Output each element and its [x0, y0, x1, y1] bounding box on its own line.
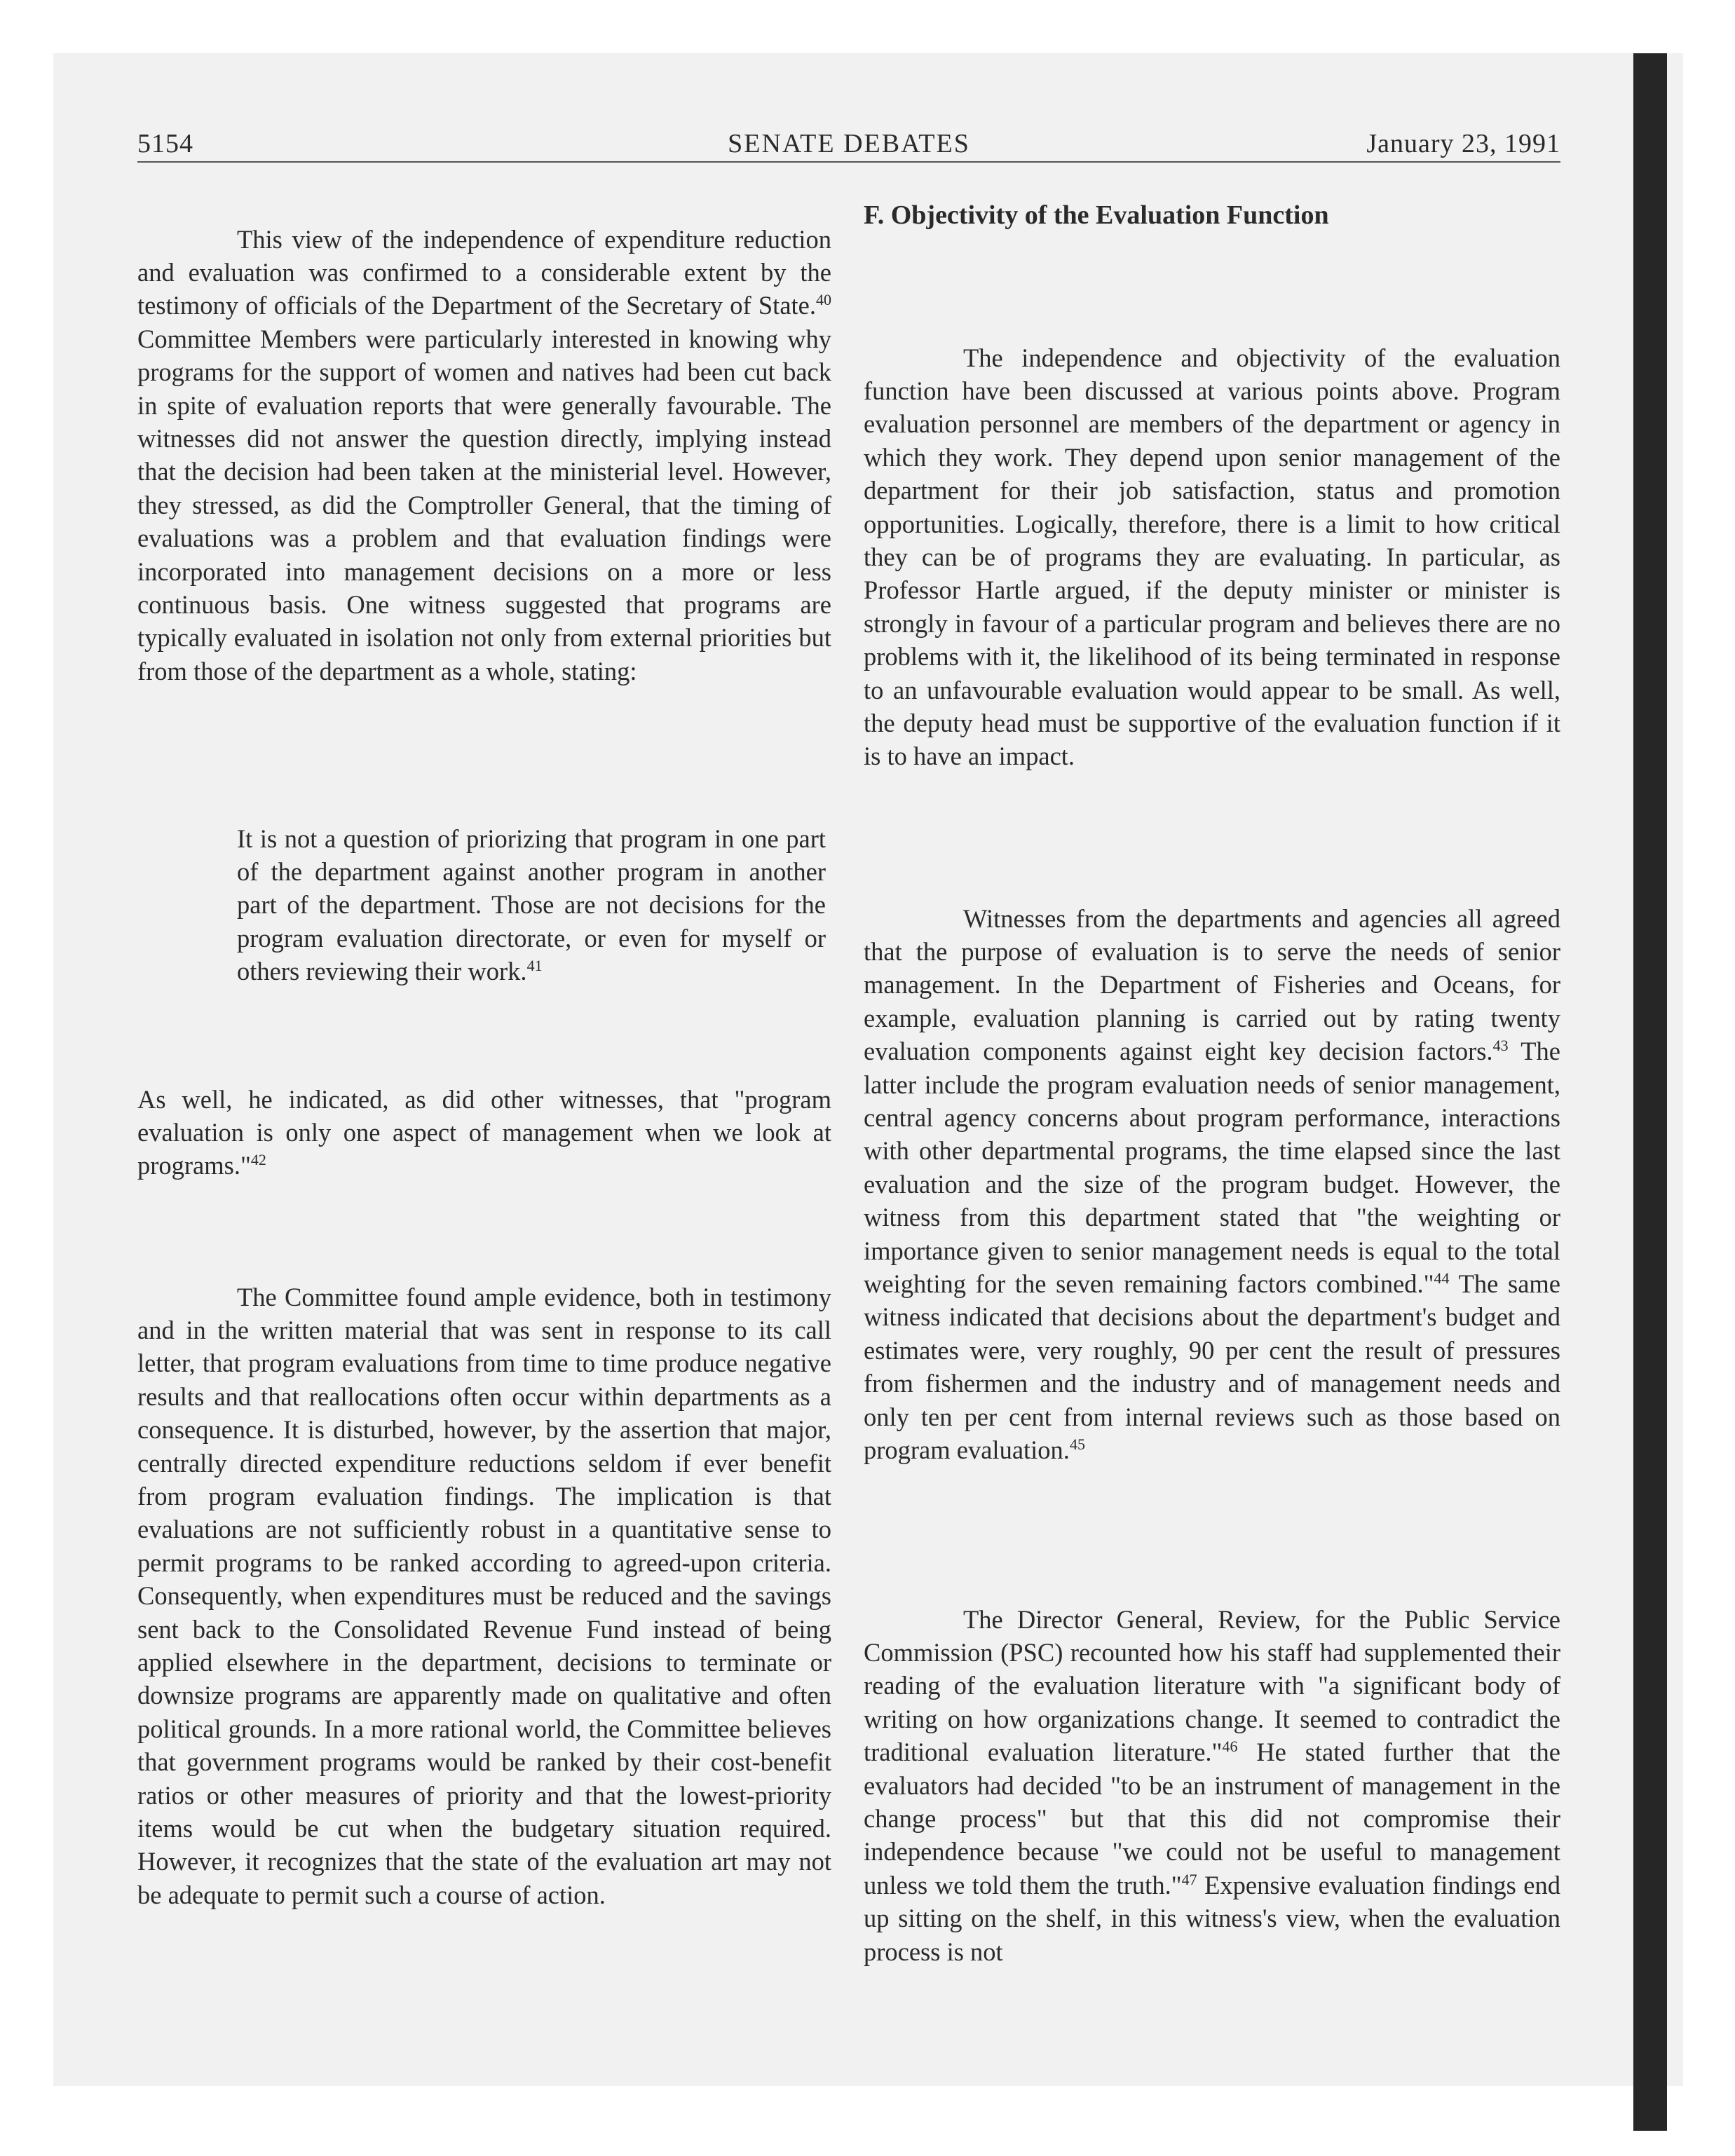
right-paragraph-3-end: Expensive evaluation findings end up sitting on the shelf, in this witness's view, when the evaluation process is not — [864, 1870, 1560, 1966]
footnote-ref-47: 47 — [1181, 1870, 1197, 1888]
right-paragraph-1 — [864, 315, 1560, 798]
footnote-ref-46: 46 — [1222, 1737, 1238, 1755]
right-paragraph-1-text: The independence and objectivity of the evaluation function have been discussed at various points above. Program evaluation personnel are members of the department or agency in which they work. They depend upon senior management of the department for their job satisfaction, status and promotion opportunities. Logically, therefore, there is a limit to how critical they can be of programs they are evaluating. In particular, as Professor Hartle argued, if the deputy minister or minister is strongly in favour of a particular program and believes there are no problems with it, the likelihood of its being terminated in response to an unfavourable evaluation would appear to be small. As well, the deputy head must be supportive of the evaluation function if it is to have an impact. — [864, 343, 1560, 771]
page-number: 5154 — [137, 129, 193, 158]
header-rule — [137, 161, 1560, 163]
left-paragraph-1-cont: Committee Members were particularly interested in knowing why programs for the support of women and natives had been cut back in spite of evaluation reports that were generally favourable. The witnesses did not answer the question directly, implying instead that the decision had been taken at the ministerial level. However, they stressed, as did the Comptroller General, that the timing of evaluations was a problem and that evaluation findings were incorporated into management decisions on a more or less continuous basis. One witness suggested that programs are typically evaluated in isolation not only from external priorities but from those of the department as a whole, stating: — [137, 324, 831, 685]
left-paragraph-1 — [137, 197, 831, 714]
scan-edge-bar — [1633, 53, 1667, 2131]
left-paragraph-2 — [137, 1057, 831, 1208]
left-paragraph-3 — [137, 1255, 831, 1937]
footnote-ref-45: 45 — [1069, 1435, 1085, 1453]
right-paragraph-2-text: Witnesses from the departments and agencies all agreed that the purpose of evaluation is to serve the needs of senior management. In the Department of Fisheries and Oceans, for example, evaluation planning is carried out by rating twenty evaluation components against eight key decision factors. — [864, 903, 1560, 1066]
right-paragraph-2 — [864, 876, 1560, 1492]
footnote-ref-43: 43 — [1492, 1036, 1509, 1054]
right-paragraph-3-cont: He stated further that the evaluators had decided "to be an instrument of management in the change process" but that this did not compromise their independence because "we could not be useful to management unless we told them the truth." — [864, 1738, 1560, 1899]
left-paragraph-1-text: This view of the independence of expenditure reduction and evaluation was confirmed to a considerable extent by the testimony of officials of the Department of the Secretary of State. — [137, 224, 831, 320]
right-paragraph-2-end: The same witness indicated that decisions about the department's budget and estimates were, very roughly, 90 per cent the result of pressures from fishermen and the industry and of management needs and only ten per cent from internal reviews such as those based on program evaluation. — [864, 1269, 1560, 1464]
right-paragraph-2-cont: The latter include the program evaluation needs of senior management, central agency concerns about program performance, interactions with other departmental programs, the time elapsed since the last evaluation and the size of the program budget. However, the witness from this department stated that "the weighting or importance given to senior management needs is equal to the total weighting for the seven remaining factors combined." — [864, 1037, 1560, 1298]
footnote-ref-44: 44 — [1434, 1269, 1450, 1287]
left-paragraph-2-text: As well, he indicated, as did other witnesses, that "program evaluation is only one aspect of management when we look at programs." — [137, 1084, 831, 1180]
publication-date: January 23, 1991 — [1366, 129, 1560, 158]
section-heading: F. Objectivity of the Evaluation Function — [864, 200, 1329, 230]
publication-title: SENATE DEBATES — [728, 129, 970, 158]
right-paragraph-3-text: The Director General, Review, for the Public Service Commission (PSC) recounted how his staff had supplemented their reading of the evaluation literature with "a significant body of writing on how organizations change. It seemed to contradict the traditional evaluation literature." — [864, 1604, 1560, 1767]
footnote-ref-40: 40 — [816, 291, 831, 309]
block-quote — [237, 796, 826, 1014]
footnote-ref-41: 41 — [526, 956, 543, 974]
block-quote-text: It is not a question of priorizing that program in one part of the department against another program in another part of the department. Those are not decisions for the program evaluation directorate, or even for myself or others reviewing their work. — [237, 824, 826, 986]
right-paragraph-3 — [864, 1577, 1560, 1993]
page-header — [137, 126, 1560, 161]
footnote-ref-42: 42 — [250, 1151, 266, 1169]
left-paragraph-3-text: The Committee found ample evidence, both in testimony and in the written material that was sent in response to its call letter, that program evaluations from time to time produce negative results and that reallocations often occur within departments as a consequence. It is disturbed, however, by the assertion that major, centrally directed expenditure reductions seldom if ever benefit from program evaluation findings. The implication is that evaluations are not sufficiently robust in a quantitative sense to permit programs to be ranked according to agreed-upon criteria. Consequently, when expenditures must be reduced and the savings sent back to the Consolidated Revenue Fund instead of being applied elsewhere in the department, decisions to terminate or downsize programs are apparently made on qualitative and often political grounds. In a more rational world, the Committee believes that government programs would be ranked by their cost-benefit ratios or other measures of priority and that the lowest-priority items would be cut when the budgetary situation required. However, it recognizes that the state of the evaluation art may not be adequate to permit such a course of action. — [137, 1282, 831, 1909]
